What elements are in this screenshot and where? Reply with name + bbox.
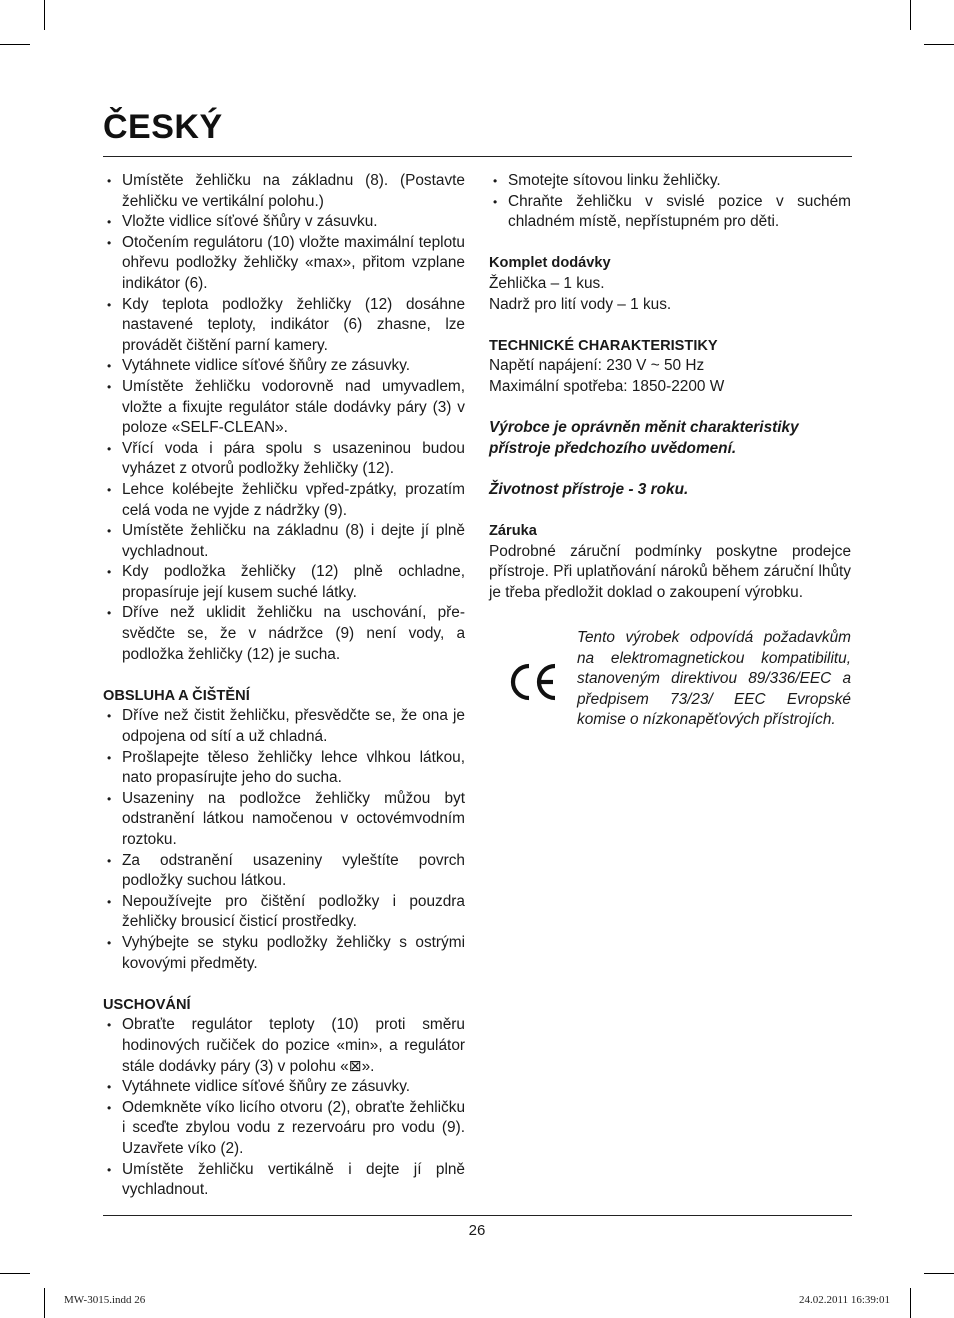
list-item: • Odemkněte víko licího otvoru (2), obraťte žehličku i sceďte zbylou vodu z rezervoáru pro vodu (9). Uzavřete víko (2). [103, 1098, 465, 1160]
warranty-heading: Záruka [489, 523, 537, 540]
list-item: • Prošlapejte těleso žehličky lehce vlhkou látkou, nato propasírujte jeho do sucha. [103, 748, 465, 789]
list-item: • Lehce kolébejte žehličku vpřed-zpátky, prozatím celá voda ne vyjde z nádržky (9). [103, 480, 465, 521]
ce-mark-icon [507, 662, 561, 702]
list-item: • Vložte vidlice síťové šňůry v zásuvku. [103, 212, 465, 233]
list-item: • Umístěte žehličku vodorovně nad umyvadlem, vložte a fixujte regulátor stále dodávky páry (3) v poloze «SELF-CLEAN». [103, 377, 465, 439]
list-item: • Smotejte sítovou linku žehličky. [489, 171, 851, 192]
list-item: • Dříve než uklidit žehličku na uschování, přesvědčte se, že v nádržce (9) není vody, a podložka žehličky (12) je sucha. [103, 603, 465, 665]
lifetime-notice: Životnost přístroje - 3 roku. [489, 480, 689, 498]
crop-mark [0, 44, 30, 45]
crop-mark [44, 1288, 45, 1318]
spec-line: Maximální spotřeba: 1850-2200 W [489, 377, 725, 395]
crop-mark [44, 0, 45, 30]
storage-continued-list [489, 171, 851, 233]
crop-mark [910, 0, 911, 30]
storage-list [103, 1015, 465, 1200]
list-item: • Kdy teplota podložky žehličky (12) dosáhne nastavené teploty, indikátor (6) zhasne, lze provádět čištění parní kamery. [103, 295, 465, 357]
slug-date: 24.02.2011 16:39:01 [799, 1294, 890, 1306]
cleaning-heading: OBSLUHA A ČIŠTĚNÍ [103, 687, 250, 704]
list-item: • Umístěte žehličku vertikálně i dejte jí plně vychladnout. [103, 1160, 465, 1201]
list-item: • Nepoužívejte pro čištění podložky i pouzdra žehličky brousicí čisticí prostředky. [103, 892, 465, 933]
specs-heading: TECHNICKÉ CHARAKTERISTIKY [489, 337, 718, 354]
intro-list [103, 171, 465, 665]
warranty-text: Podrobné záruční podmínky poskytne prodejce přístroje. Při uplatňování nároků během záruční lhůty je třeba předložit doklad o zakoupení výrobku. [489, 542, 851, 601]
slug-file: MW-3015.indd 26 [64, 1294, 146, 1306]
package-line: Žehlička – 1 kus. [489, 274, 605, 292]
page-title: ČESKÝ [103, 108, 223, 146]
ce-compliance [489, 628, 851, 758]
package-heading: Komplet dodávky [489, 255, 611, 272]
list-item: • Vyhýbejte se styku podložky žehličky s ostrými kovovými předměty. [103, 933, 465, 974]
ce-text: Tento výrobek odpovídá požadavkům na elektromagnetickou kompatibilitu, stanoveným direktivou 89/336/EEC a předpisem 73/23/ EEC Evropské komise o nízkonapěťových přístrojích. [577, 629, 851, 729]
list-item: • Za odstranění usazeniny vyleštíte povrch podložky suchou látkou. [103, 851, 465, 892]
list-item: • Otočením regulátoru (10) vložte maximální teplotu ohřevu podložky žehličky «max», přitom vzplane indikátor (6). [103, 233, 465, 295]
list-item: • Vytáhnete vidlice síťové šňůry ze zásuvky. [103, 1077, 465, 1098]
crop-mark [910, 1288, 911, 1318]
crop-mark [924, 44, 954, 45]
list-item: • Dříve než čistit žehličku, přesvědčte se, že ona je odpojena od sítí a už chladná. [103, 706, 465, 747]
list-item: • Vřící voda i pára spolu s usazeninou budou vyházet z otvorů podložky žehličky (12). [103, 439, 465, 480]
crop-mark [924, 1273, 954, 1274]
storage-heading: USCHOVÁNÍ [103, 996, 191, 1013]
list-item: • Kdy podložka žehličky (12) plně ochladne, propasíruje její kusem suché látky. [103, 562, 465, 603]
list-item: • Usazeniny na podložce žehličky můžou byt odstranění látkou namočenou v octovémvodním roztoku. [103, 789, 465, 851]
footer-rule [103, 1215, 852, 1216]
left-column [103, 171, 465, 1201]
manufacturer-notice: Výrobce je oprávněn měnit charakteristiky přístroje předchozího uvědomení. [489, 419, 799, 457]
list-item: • Umístěte žehličku na základnu (8) i dejte jí plně vychladnout. [103, 521, 465, 562]
cleaning-list [103, 706, 465, 974]
list-item: • Umístěte žehličku na základnu (8). (Postavte žehličku ve vertikální polohu.) [103, 171, 465, 212]
right-column [489, 171, 851, 758]
list-item: • Vytáhnete vidlice síťové šňůry ze zásuvky. [103, 356, 465, 377]
list-item: • Obraťte regulátor teploty (10) proti směru hodinových ručiček do pozice «min», a regulátor stále dodávky páry (3) v polohu «⊠». [103, 1015, 465, 1077]
crop-mark [0, 1273, 30, 1274]
list-item: • Chraňte žehličku v svislé pozice v suchém chladném místě, nepřístupném pro děti. [489, 192, 851, 233]
header-rule [103, 156, 852, 157]
page-number: 26 [468, 1222, 486, 1239]
package-line: Nadrž pro lití vody – 1 kus. [489, 295, 672, 313]
spec-line: Napětí napájení: 230 V ~ 50 Hz [489, 357, 705, 375]
